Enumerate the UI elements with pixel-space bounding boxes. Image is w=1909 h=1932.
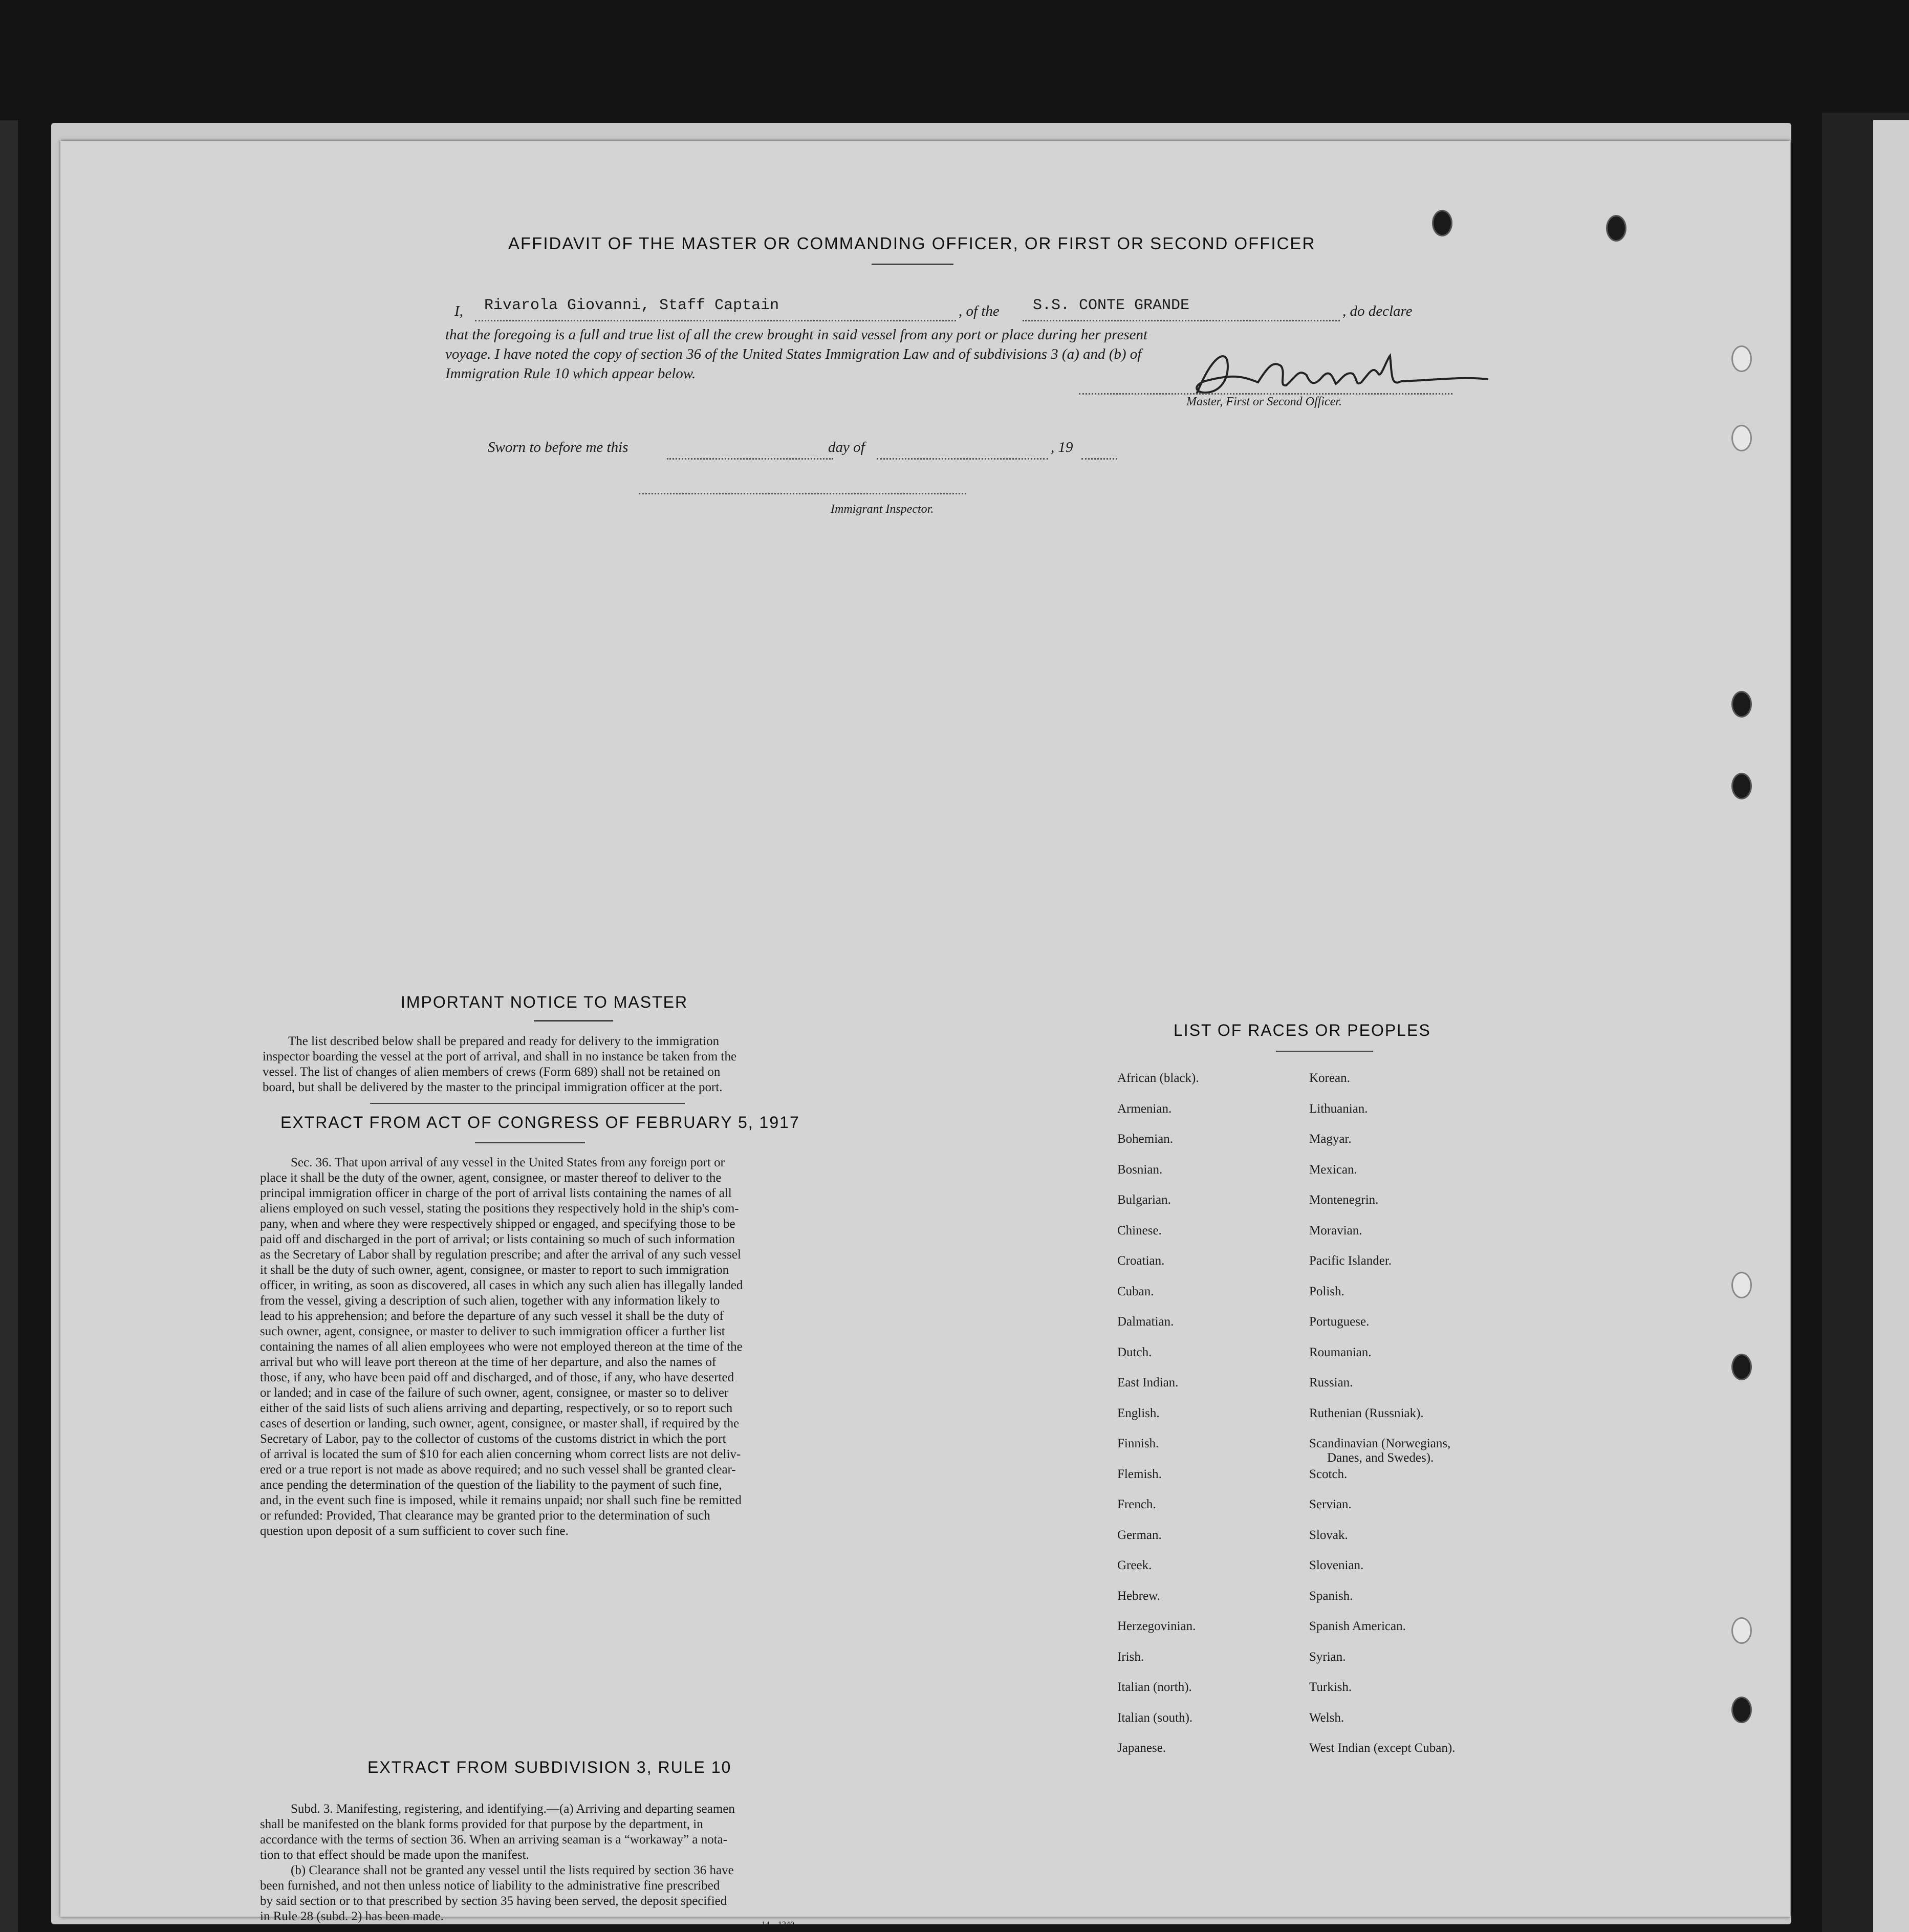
race-item: Herzegovinian. xyxy=(1117,1619,1196,1633)
race-item: Bosnian. xyxy=(1117,1163,1163,1177)
year-label: , 19 xyxy=(1051,439,1073,455)
sworn-day-line xyxy=(667,458,833,460)
race-item: Spanish. xyxy=(1309,1589,1353,1603)
act-line: or refunded: Provided, That clearance may be granted prior to the determination of such xyxy=(260,1509,710,1523)
race-item: Dutch. xyxy=(1117,1345,1152,1359)
race-item: Armenian. xyxy=(1117,1102,1172,1116)
scan-border-left xyxy=(0,120,18,1932)
binder-hole xyxy=(1731,773,1752,799)
race-item: Croatian. xyxy=(1117,1254,1165,1268)
rule-line: (b) Clearance shall not be granted any vessel until the lists required by section 36 have xyxy=(291,1863,734,1877)
act-line: ered or a true report is not made as above required; and no such vessel shall be granted clear- xyxy=(260,1463,736,1477)
race-item: French. xyxy=(1117,1497,1156,1511)
act-line: it shall be the duty of such owner, agent, consignee, or master to report to such immigration xyxy=(260,1263,729,1277)
binder-hole xyxy=(1606,215,1626,242)
adjacent-page-strip xyxy=(1873,120,1909,1932)
binder-hole xyxy=(1731,1272,1752,1298)
rule-line: Subd. 3. Manifesting, registering, and identifying.—(a) Arriving and departing seamen xyxy=(291,1802,735,1816)
inspector-signature-line xyxy=(639,493,966,494)
act-extract-text xyxy=(260,1155,849,1539)
rule-line: tion to that effect should be made upon the manifest. xyxy=(260,1848,529,1862)
race-item: Montenegrin. xyxy=(1309,1193,1379,1207)
act-line: Secretary of Labor, pay to the collector of customs of the customs district in which the port xyxy=(260,1432,726,1446)
notice-line: vessel. The list of changes of alien members of crews (Form 689) shall not be retained on xyxy=(263,1065,721,1079)
race-item: Portuguese. xyxy=(1309,1315,1370,1329)
act-line: place it shall be the duty of the owner, agent, consignee, or master thereof to deliver to the xyxy=(260,1171,722,1185)
race-item: Lithuanian. xyxy=(1309,1102,1368,1116)
race-item: Dalmatian. xyxy=(1117,1315,1174,1329)
notice-text xyxy=(263,1034,849,1095)
sworn-year-line xyxy=(1081,458,1117,460)
race-item: Ruthenian (Russniak). xyxy=(1309,1406,1424,1420)
form-number: 14—1240 xyxy=(762,1920,794,1929)
title-underline xyxy=(872,264,953,265)
act-extract-title: EXTRACT FROM ACT OF CONGRESS OF FEBRUARY 5, 1917 xyxy=(280,1113,800,1132)
race-item: East Indian. xyxy=(1117,1376,1179,1390)
act-line: cases of desertion or landing, such owner, agent, consignee, or master shall, if required by the xyxy=(260,1417,740,1430)
act-line: or landed; and in case of the failure of such owner, agent, consignee, or master so to deliver xyxy=(260,1386,729,1400)
act-line: lead to his apprehension; and before the departure of any such vessel it shall be the duty of xyxy=(260,1309,724,1323)
race-item: Irish. xyxy=(1117,1650,1144,1664)
vessel-name-line xyxy=(1023,320,1340,321)
declaration-line-2: voyage. I have noted the copy of section 36 of the United States Immigration Law and of subdivisions 3 (a) and (b) of xyxy=(445,346,1142,362)
race-item: Polish. xyxy=(1309,1285,1344,1298)
race-item: Flemish. xyxy=(1117,1467,1162,1481)
act-line: containing the names of all alien employees who were not employed thereon at the time of the xyxy=(260,1340,743,1354)
race-item: Pacific Islander. xyxy=(1309,1254,1392,1268)
act-line: arrival but who will leave port thereon at the time of her departure, and also the names of xyxy=(260,1355,717,1369)
race-item: Japanese. xyxy=(1117,1741,1166,1755)
race-item: Magyar. xyxy=(1309,1132,1352,1146)
race-item: Mexican. xyxy=(1309,1163,1357,1177)
race-item: Slovenian. xyxy=(1309,1558,1364,1572)
race-item: Bulgarian. xyxy=(1117,1193,1171,1207)
notice-line: board, but shall be delivered by the master to the principal immigration officer at the port. xyxy=(263,1080,723,1094)
race-item: Slovak. xyxy=(1309,1528,1348,1542)
act-line: paid off and discharged in the port of arrival; or lists containing so much of such information xyxy=(260,1232,735,1246)
binder-hole xyxy=(1731,425,1752,451)
sworn-month-line xyxy=(877,458,1048,460)
declaration-line-1: that the foregoing is a full and true list of all the crew brought in said vessel from any port or place during her present xyxy=(445,327,1148,343)
act-line: those, if any, who have been paid off and discharged, and of those, if any, who have deserted xyxy=(260,1371,734,1384)
act-line: and, in the event such fine is imposed, while it remains unpaid; nor shall such fine be remitted xyxy=(260,1493,742,1507)
of-the-label: , of the xyxy=(959,303,1000,319)
binder-hole xyxy=(1731,1617,1752,1644)
vessel-name: S.S. CONTE GRANDE xyxy=(1033,297,1190,314)
rule-line: by said section or to that prescribed by section 35 having been served, the deposit specified xyxy=(260,1894,727,1908)
notice-title: IMPORTANT NOTICE TO MASTER xyxy=(401,993,688,1011)
race-item: Welsh. xyxy=(1309,1711,1344,1725)
notice-line: inspector boarding the vessel at the port of arrival, and shall in no instance be taken from the xyxy=(263,1050,737,1063)
officer-name: Rivarola Giovanni, Staff Captain xyxy=(484,297,779,314)
signature-line xyxy=(1079,393,1452,395)
act-extract-underline xyxy=(475,1142,585,1143)
act-line: Sec. 36. That upon arrival of any vessel in the United States from any foreign port or xyxy=(291,1156,725,1169)
race-item: Bohemian. xyxy=(1117,1132,1174,1146)
act-line: question upon deposit of a sum sufficient to cover such fine. xyxy=(260,1524,569,1538)
race-item-continuation: Danes, and Swedes). xyxy=(1327,1451,1434,1465)
act-line: principal immigration officer in charge of the port of arrival lists containing the names of all xyxy=(260,1186,732,1200)
race-item: Hebrew. xyxy=(1117,1589,1160,1603)
race-item: Italian (north). xyxy=(1117,1680,1192,1694)
race-item: Korean. xyxy=(1309,1071,1350,1085)
race-item: Greek. xyxy=(1117,1558,1152,1572)
notice-line: The list described below shall be prepared and ready for delivery to the immigration xyxy=(288,1034,720,1048)
binder-hole xyxy=(1432,210,1452,236)
race-item: Italian (south). xyxy=(1117,1711,1193,1725)
race-item: Spanish American. xyxy=(1309,1619,1406,1633)
races-title: LIST OF RACES OR PEOPLES xyxy=(1174,1021,1431,1039)
rule-extract-title: EXTRACT FROM SUBDIVISION 3, RULE 10 xyxy=(367,1758,732,1776)
race-item: Russian. xyxy=(1309,1376,1353,1390)
do-declare-label: , do declare xyxy=(1342,303,1413,319)
race-item: Scotch. xyxy=(1309,1467,1348,1481)
race-item: Chinese. xyxy=(1117,1224,1162,1238)
document-page xyxy=(60,141,1790,1929)
declaration-line-3: Immigration Rule 10 which appear below. xyxy=(445,365,696,382)
race-item: Finnish. xyxy=(1117,1437,1159,1450)
rule-line: shall be manifested on the blank forms provided for that purpose by the department, in xyxy=(260,1817,703,1831)
act-line: from the vessel, giving a description of such alien, together with any information likely to xyxy=(260,1294,720,1308)
race-item: African (black). xyxy=(1117,1071,1199,1085)
day-of-label: day of xyxy=(828,439,865,455)
race-item: West Indian (except Cuban). xyxy=(1309,1741,1456,1755)
race-item: Roumanian. xyxy=(1309,1345,1372,1359)
binder-hole xyxy=(1731,1354,1752,1380)
race-item: Cuban. xyxy=(1117,1285,1154,1298)
rule-line: accordance with the terms of section 36. When an arriving seaman is a “workaway” a nota- xyxy=(260,1833,728,1847)
officer-name-line xyxy=(475,320,956,321)
race-item: Servian. xyxy=(1309,1497,1352,1511)
act-line: ance pending the determination of the question of the liability to the payment of such fine, xyxy=(260,1478,722,1492)
act-line: of arrival is located the sum of $10 for each alien concerning whom correct lists are not deliv- xyxy=(260,1447,741,1461)
section-divider xyxy=(370,1103,685,1104)
act-line: as the Secretary of Labor shall by regulation prescribe; and after the arrival of any such vessel xyxy=(260,1248,741,1262)
i-label: I, xyxy=(454,303,463,319)
act-line: such owner, agent, consignee, or master to deliver to such immigration officer a further list xyxy=(260,1325,725,1338)
race-item: Scandinavian (Norwegians, xyxy=(1309,1437,1451,1450)
notice-underline xyxy=(534,1020,613,1022)
sworn-label: Sworn to before me this xyxy=(488,439,628,455)
signer-caption: Master, First or Second Officer. xyxy=(1186,395,1342,408)
affidavit-title: AFFIDAVIT OF THE MASTER OR COMMANDING OFFICER, OR FIRST OR SECOND OFFICER xyxy=(508,234,1316,253)
race-item: Moravian. xyxy=(1309,1224,1362,1238)
race-item: English. xyxy=(1117,1406,1160,1420)
rule-line: been furnished, and not then unless notice of liability to the administrative fine prescribed xyxy=(260,1879,720,1893)
binder-hole xyxy=(1731,691,1752,718)
binder-hole xyxy=(1731,345,1752,372)
race-item: Syrian. xyxy=(1309,1650,1346,1664)
rule-extract-text xyxy=(260,1801,849,1924)
act-line: aliens employed on such vessel, stating the positions they respectively hold in the ship's com- xyxy=(260,1202,739,1215)
races-underline xyxy=(1276,1051,1373,1052)
race-item: Turkish. xyxy=(1309,1680,1352,1694)
inspector-caption: Immigrant Inspector. xyxy=(831,503,934,516)
race-item: German. xyxy=(1117,1528,1162,1542)
act-line: pany, when and where they were respectively shipped or engaged, and specifying those to be xyxy=(260,1217,735,1231)
act-line: either of the said lists of such aliens arriving and departing, respectively, or so to report such xyxy=(260,1401,733,1415)
act-line: officer, in writing, as soon as discovered, all cases in which any such alien has illegally landed xyxy=(260,1278,743,1292)
rule-line: in Rule 28 (subd. 2) has been made. xyxy=(260,1909,444,1923)
binder-hole xyxy=(1731,1697,1752,1723)
